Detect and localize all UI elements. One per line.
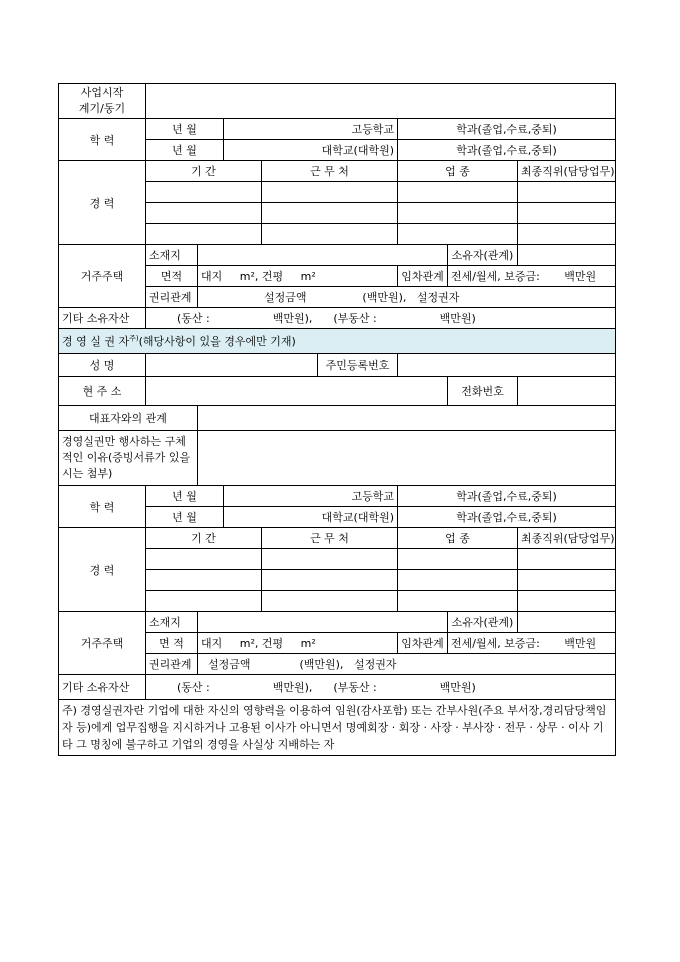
relation-rep-label: 대표자와의 관계 [59, 406, 198, 431]
movable-label: (동산 : [176, 312, 210, 325]
career-cell[interactable] [146, 203, 262, 224]
edu-uni-name[interactable]: 대학교(대학원) [224, 507, 398, 528]
movable-label: (동산 : [176, 681, 210, 694]
million-won-unit: 백만원), [272, 681, 313, 694]
sqm-unit: m² [300, 637, 316, 650]
address-field[interactable] [146, 377, 448, 406]
relation-rep-field[interactable] [198, 406, 616, 431]
immovable-label: (부동산 : [333, 681, 377, 694]
reason-label: 경영실권만 행사하는 구체적인 이유(증빙서류가 있을시는 첨부) [59, 431, 198, 486]
area-field[interactable] [198, 633, 398, 654]
manager-header-note: (해당사항이 있을 경우에만 기재) [138, 335, 296, 348]
edu-hs-status[interactable]: 학과(졸업,수료,중퇴) [398, 119, 616, 140]
land-label: 대지 [201, 270, 223, 283]
lease-deposit-field[interactable] [448, 633, 616, 654]
form-table [58, 83, 616, 756]
business-motive-label: 사업시작 계기/동기 [59, 84, 146, 119]
lease-relation-label: 임차관계 [398, 633, 448, 654]
career-cell[interactable] [518, 591, 616, 612]
address-label: 현 주 소 [59, 377, 146, 406]
million-won-unit: 백만원), [272, 312, 313, 325]
owner-relation-label: 소유자(관계) [448, 612, 518, 633]
setting-holder-label: 설정권자 [353, 658, 397, 671]
career-cell[interactable] [146, 549, 262, 570]
rights-label: 권리관계 [146, 654, 198, 675]
career-period-header: 기 간 [146, 528, 262, 549]
career-period-header: 기 간 [146, 161, 262, 182]
edu-uni-status[interactable]: 학과(졸업,수료,중퇴) [398, 140, 616, 161]
career-cell[interactable] [262, 182, 398, 203]
career-cell[interactable] [146, 224, 262, 245]
edu-uni-status[interactable]: 학과(졸업,수료,중퇴) [398, 507, 616, 528]
rights-label: 권리관계 [146, 287, 198, 308]
land-label: 대지 [201, 637, 223, 650]
edu-uni-date[interactable]: 년 월 [146, 140, 224, 161]
reason-field[interactable] [198, 431, 616, 486]
footnote: 주) 경영실권자란 기업에 대한 자신의 영향력을 이용하여 임원(감사포함) 또는 간부사원(주요 부서장,경리담당책임자 등)에게 업무집행을 지시하거나 고용된 이사가 아니면서 명예회장 · 회장 · 사장 · 부사장 · 전무 · 상무 · 이사 기타 그 명칭에 불구하고 기업의 경영을 사실상 지배하는 자 [59, 700, 616, 756]
career-cell[interactable] [398, 591, 518, 612]
career-cell[interactable] [398, 203, 518, 224]
setting-amount-label: 설정금액 [263, 291, 307, 304]
phone-label: 전화번호 [448, 377, 518, 406]
rights-field[interactable] [198, 287, 616, 308]
owner-relation-label: 소유자(관계) [448, 245, 518, 266]
career-cell[interactable] [518, 549, 616, 570]
building-label: 건평 [261, 270, 284, 283]
manager-header-title: 경 영 실 권 자 [62, 335, 130, 348]
million-won-unit: 백만원 [564, 270, 597, 283]
million-won-unit: 백만원 [564, 637, 597, 650]
manager-section-header [59, 329, 616, 354]
setting-holder-label: 설정권자 [416, 291, 460, 304]
owner-relation-field[interactable] [518, 612, 616, 633]
career-cell[interactable] [146, 570, 262, 591]
setting-amount-label: 설정금액 [208, 658, 251, 671]
manager-header-sup: 주) [129, 334, 139, 343]
residence-label: 거주주택 [59, 612, 146, 675]
edu-hs-date[interactable]: 년 월 [146, 486, 224, 507]
other-assets-label: 기타 소유자산 [59, 308, 146, 329]
education-label: 학 력 [59, 119, 146, 161]
career-cell[interactable] [398, 570, 518, 591]
career-cell[interactable] [262, 224, 398, 245]
career-cell[interactable] [398, 549, 518, 570]
rights-field[interactable] [198, 654, 616, 675]
career-workplace-header: 근 무 처 [262, 161, 398, 182]
career-label: 경 력 [59, 528, 146, 612]
million-won-unit: 백만원) [439, 312, 476, 325]
million-won-unit: 백만원) [439, 681, 476, 694]
name-label: 성 명 [59, 354, 146, 377]
lease-relation-label: 임차관계 [398, 266, 448, 287]
building-label: 건평 [261, 637, 284, 650]
million-won-unit: (백만원), [299, 658, 344, 671]
other-assets-field[interactable] [146, 675, 616, 700]
phone-field[interactable] [518, 377, 616, 406]
career-cell[interactable] [262, 549, 398, 570]
residence-label: 거주주택 [59, 245, 146, 308]
owner-relation-field[interactable] [518, 245, 616, 266]
name-field[interactable] [146, 354, 318, 377]
career-cell[interactable] [262, 203, 398, 224]
other-assets-field[interactable] [146, 308, 616, 329]
sqm-unit: m² [300, 270, 316, 283]
career-cell[interactable] [398, 224, 518, 245]
career-cell[interactable] [518, 570, 616, 591]
career-cell[interactable] [518, 224, 616, 245]
edu-uni-name[interactable]: 대학교(대학원) [224, 140, 398, 161]
career-position-header: 최종직위(담당업무) [518, 161, 616, 182]
edu-hs-status[interactable]: 학과(졸업,수료,중퇴) [398, 486, 616, 507]
location-field[interactable] [198, 612, 448, 633]
edu-hs-name[interactable]: 고등학교 [224, 486, 398, 507]
sqm-unit: m², [239, 270, 259, 283]
area-label: 면적 [146, 266, 198, 287]
immovable-label: (부동산 : [333, 312, 377, 325]
career-cell[interactable] [262, 570, 398, 591]
education-label: 학 력 [59, 486, 146, 528]
career-label: 경 력 [59, 161, 146, 245]
edu-hs-date[interactable]: 년 월 [146, 119, 224, 140]
lease-deposit-label: 전세/월세, 보증금: [451, 637, 540, 650]
career-cell[interactable] [262, 591, 398, 612]
location-field[interactable] [198, 245, 448, 266]
career-cell[interactable] [518, 203, 616, 224]
career-cell[interactable] [146, 591, 262, 612]
area-field[interactable] [198, 266, 398, 287]
business-motive-field[interactable] [146, 84, 616, 119]
resident-no-label: 주민등록번호 [318, 354, 398, 377]
career-workplace-header: 근 무 처 [262, 528, 398, 549]
resident-no-field[interactable] [398, 354, 616, 377]
location-label: 소재지 [146, 612, 198, 633]
career-cell[interactable] [518, 182, 616, 203]
application-form [58, 83, 615, 756]
edu-uni-date[interactable]: 년 월 [146, 507, 224, 528]
sqm-unit: m², [239, 637, 259, 650]
lease-deposit-label: 전세/월세, 보증금: [451, 270, 540, 283]
area-label: 면 적 [146, 633, 198, 654]
career-position-header: 최종직위(담당업무) [518, 528, 616, 549]
location-label: 소재지 [146, 245, 198, 266]
career-cell[interactable] [146, 182, 262, 203]
career-type-header: 업 종 [398, 528, 518, 549]
million-won-unit: (백만원), [362, 291, 407, 304]
edu-hs-name[interactable]: 고등학교 [224, 119, 398, 140]
career-type-header: 업 종 [398, 161, 518, 182]
career-cell[interactable] [398, 182, 518, 203]
lease-deposit-field[interactable] [448, 266, 616, 287]
other-assets-label: 기타 소유자산 [59, 675, 146, 700]
